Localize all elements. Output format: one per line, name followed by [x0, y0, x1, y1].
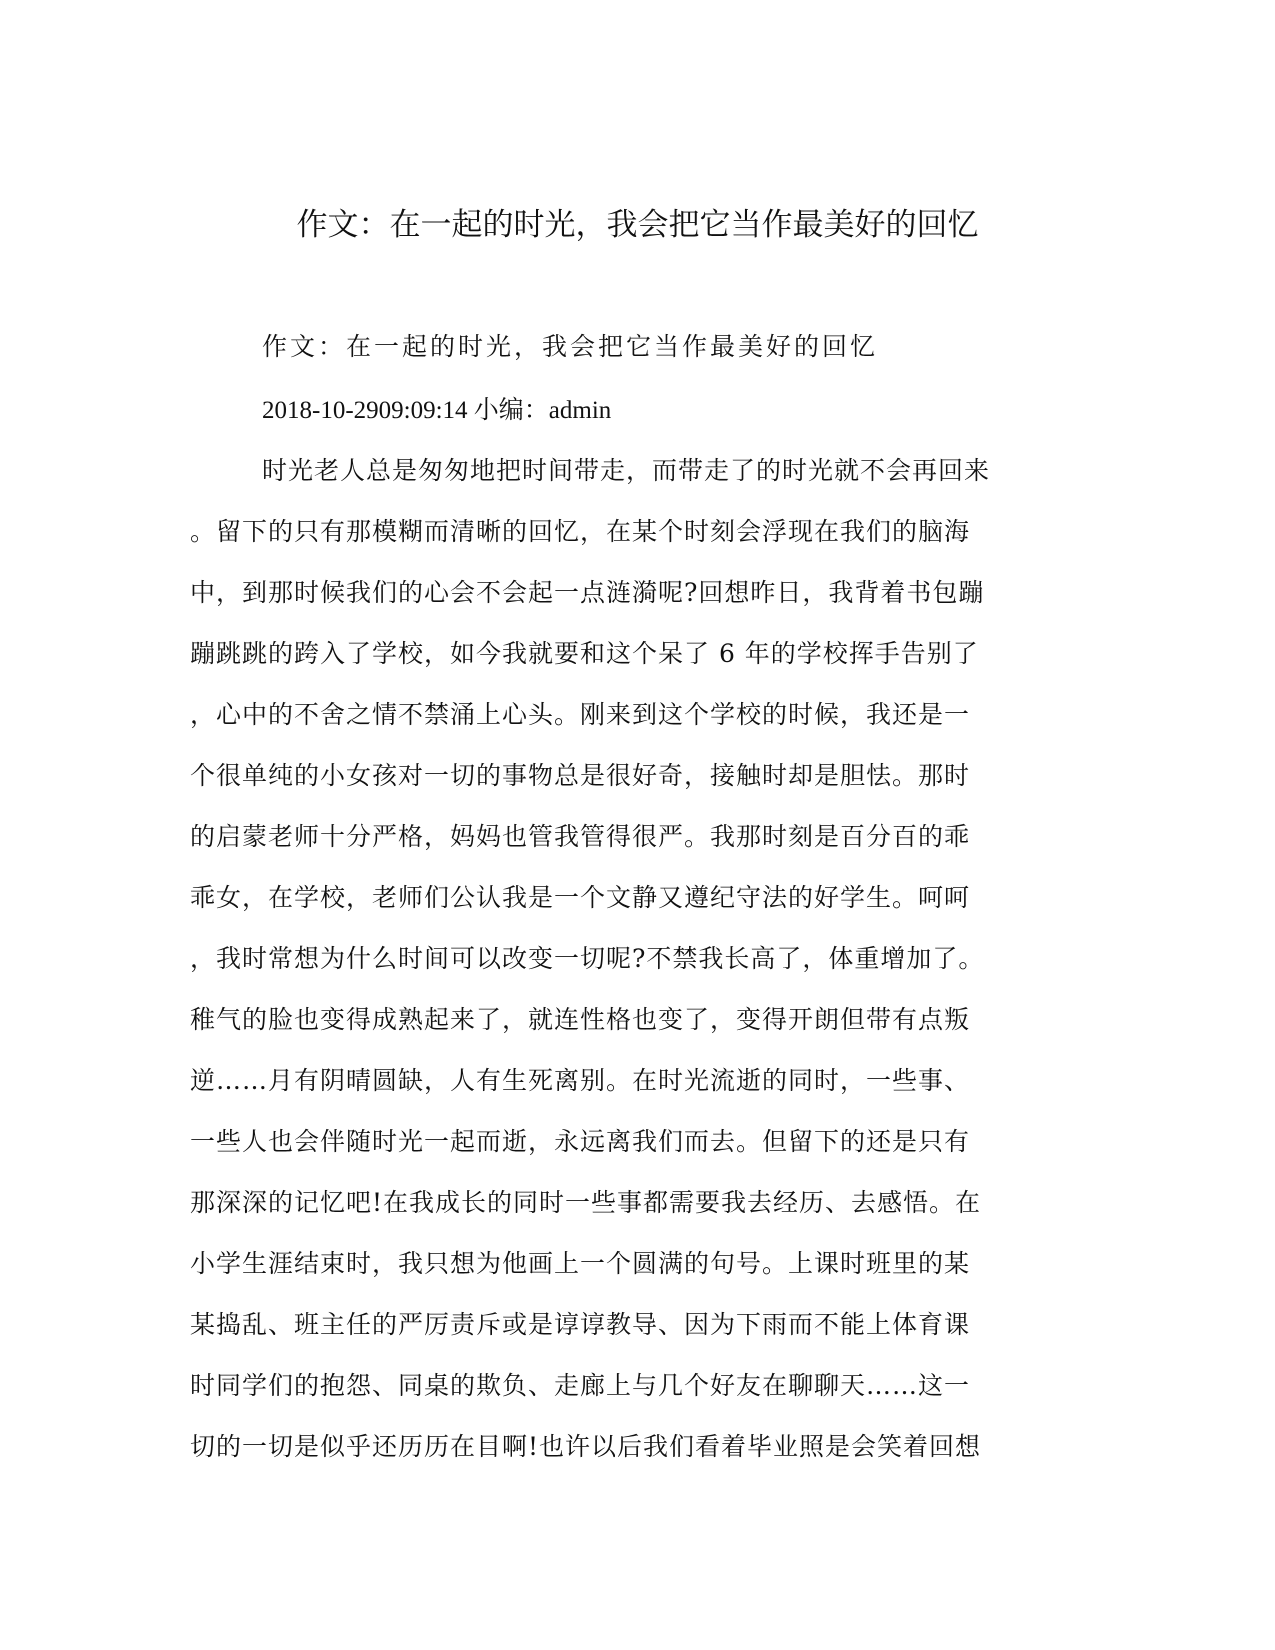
body-line: 中，到那时候我们的心会不会起一点涟漪呢?回想昨日，我背着书包蹦	[190, 578, 985, 607]
body-line: 时同学们的抱怨、同桌的欺负、走廊上与几个好友在聊聊天……这一	[190, 1371, 971, 1400]
body-line: 逆……月有阴晴圆缺，人有生死离别。在时光流逝的同时，一些事、	[190, 1066, 971, 1095]
article-body	[190, 454, 1070, 1491]
body-line: ，我时常想为什么时间可以改变一切呢?不禁我长高了，体重增加了。	[190, 944, 985, 973]
body-line: 那深深的记忆吧!在我成长的同时一些事都需要我去经历、去感悟。在	[190, 1188, 982, 1217]
article-meta: 2018-10-2909:09:14 小编：admin	[262, 397, 612, 424]
body-line: 稚气的脸也变得成熟起来了，就连性格也变了，变得开朗但带有点叛	[190, 1005, 971, 1034]
body-line: 某捣乱、班主任的严厉责斥或是谆谆教导、因为下雨而不能上体育课	[190, 1310, 971, 1339]
body-line: 蹦跳跳的跨入了学校，如今我就要和这个呆了 6 年的学校挥手告别了	[190, 639, 979, 668]
body-line: 的启蒙老师十分严格，妈妈也管我管得很严。我那时刻是百分百的乖	[190, 822, 971, 851]
body-line: 切的一切是似乎还历历在目啊!也许以后我们看着毕业照是会笑着回想	[190, 1432, 982, 1461]
article-subtitle: 作文：在一起的时光，我会把它当作最美好的回忆	[262, 332, 879, 361]
body-line: ，心中的不舍之情不禁涌上心头。刚来到这个学校的时候，我还是一	[190, 700, 971, 729]
body-line: 乖女，在学校，老师们公认我是一个文静又遵纪守法的好学生。呵呵	[190, 883, 971, 912]
body-line: 一些人也会伴随时光一起而逝，永远离我们而去。但留下的还是只有	[190, 1127, 971, 1156]
body-line: 个很单纯的小女孩对一切的事物总是很好奇，接触时却是胆怯。那时	[190, 761, 971, 790]
body-line: 时光老人总是匆匆地把时间带走，而带走了的时光就不会再回来	[262, 456, 991, 485]
body-line: 小学生涯结束时，我只想为他画上一个圆满的句号。上课时班里的某	[190, 1249, 971, 1278]
document-title: 作文：在一起的时光，我会把它当作最美好的回忆	[296, 207, 979, 243]
body-line: 。留下的只有那模糊而清晰的回忆，在某个时刻会浮现在我们的脑海	[190, 517, 971, 546]
